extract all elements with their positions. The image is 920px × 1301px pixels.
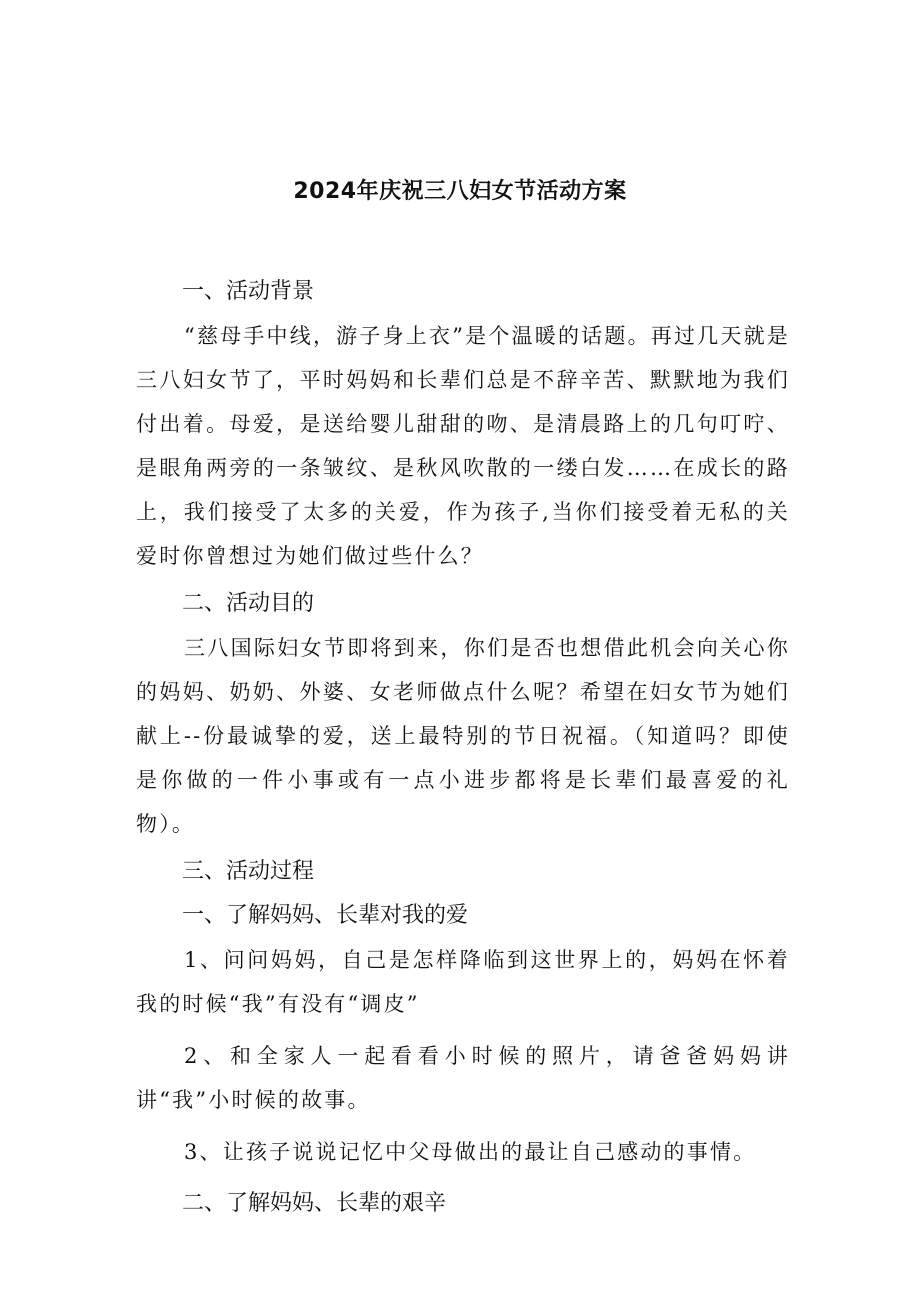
section-heading-purpose: 二、活动目的 [182,591,315,616]
section-heading-background: 一、活动背景 [182,279,315,304]
list-item: 2、和全家人一起看看小时候的照片，请爸爸妈妈讲讲“我”小时候的故事。 [136,1044,790,1112]
document-title: 2024年庆祝三八妇女节活动方案 [293,179,627,204]
list-item: 1、问问妈妈，自己是怎样降临到这世界上的，妈妈在怀着我的时候“我”有没有“调皮” [136,948,790,1016]
purpose-paragraph: 三八国际妇女节即将到来，你们是否也想借此机会向关心你的妈妈、奶奶、外婆、女老师做点什么呢？希望在妇女节为她们献上--份最诚挚的爱，送上最特别的节日祝福。（知道吗？即使是你做的一件小事或有一点小进步都将是长辈们最喜爱的礼物）。 [136,636,790,836]
subsection-heading-hardship: 二、了解妈妈、长辈的艰辛 [182,1191,447,1216]
background-paragraph: “慈母手中线，游子身上衣”是个温暖的话题。再过几天就是三八妇女节了，平时妈妈和长辈们总是不辞辛苦、默默地为我们付出着。母爱，是送给婴儿甜甜的吻、是清晨路上的几句叮咛、是眼角两旁的一条皱纹、是秋风吹散的一缕白发……在成长的路上，我们接受了太多的关爱，作为孩子,当你们接受着无私的关爱时你曾想过为她们做过些什么？ [136,324,790,568]
subsection-heading-love: 一、了解妈妈、长辈对我的爱 [182,903,469,928]
list-item: 3、让孩子说说记忆中父母做出的最让自己感动的事情。 [184,1140,757,1164]
section-heading-process: 三、活动过程 [182,859,315,884]
document-body [136,270,790,1226]
